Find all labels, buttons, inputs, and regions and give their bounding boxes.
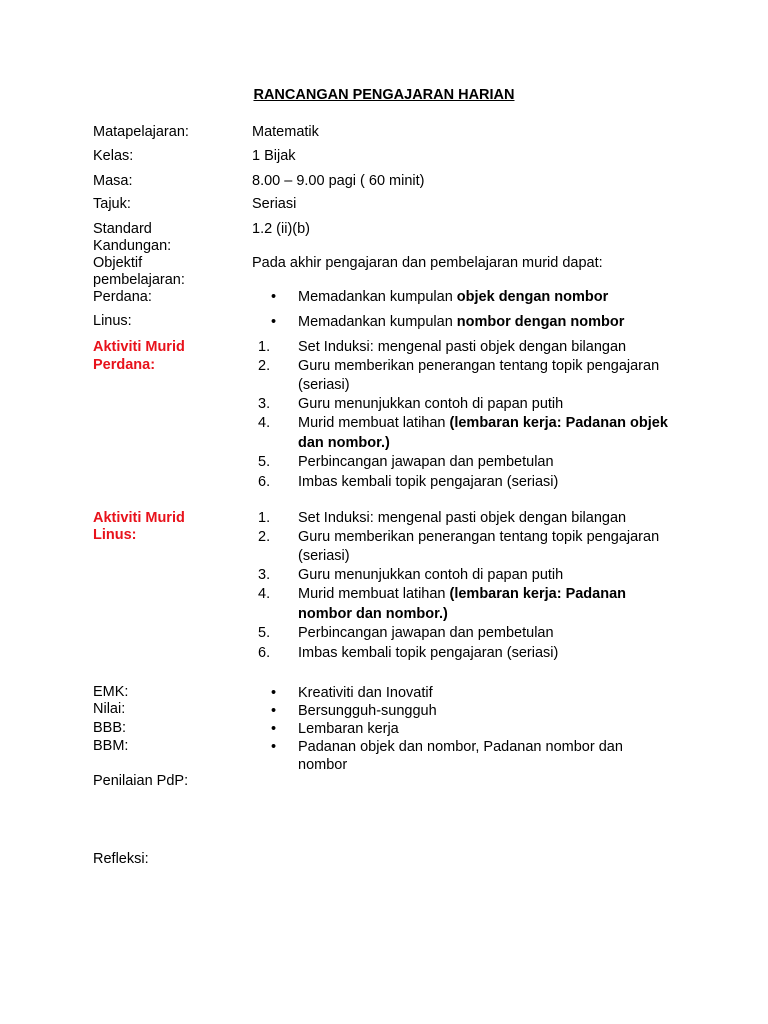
label-objektif-1: Objektif (93, 255, 143, 271)
list-item-continued: (seriasi) (298, 548, 350, 564)
list-item: Imbas kembali topik pengajaran (seriasi) (298, 474, 559, 490)
list-item: Set Induksi: mengenal pasti objek dengan bilangan (298, 339, 627, 355)
label-refleksi: Refleksi: (93, 851, 149, 867)
value-standard: 1.2 (ii)(b) (252, 221, 311, 237)
list-item: Set Induksi: mengenal pasti objek dengan bilangan (298, 510, 627, 526)
label-masa: Masa: (93, 173, 133, 189)
list-item: Perbincangan jawapan dan pembetulan (298, 625, 554, 641)
list-item: Guru menunjukkan contoh di papan putih (298, 567, 564, 583)
list-item-number: 4. (258, 586, 271, 602)
list-item-number: 3. (258, 396, 271, 412)
label-aktiviti-perdana-1: Aktiviti Murid (93, 339, 185, 355)
label-kelas: Kelas: (93, 148, 134, 164)
list-item-number: 6. (258, 474, 271, 490)
bullet-icon: • (271, 721, 277, 737)
list-item-number: 1. (258, 339, 271, 355)
list-item-continued: nombor dan nombor.) (298, 606, 448, 622)
list-item-number: 4. (258, 415, 271, 431)
label-penilaian: Penilaian PdP: (93, 773, 189, 789)
bullet-icon: • (271, 314, 277, 330)
label-matapelajaran: Matapelajaran: (93, 124, 189, 140)
label-standard-2: Kandungan: (93, 238, 172, 254)
list-item-continued: dan nombor.) (298, 435, 390, 451)
list-item-number: 3. (258, 567, 271, 583)
label-linus: Linus: (93, 313, 132, 329)
value-masa: 8.00 – 9.00 pagi ( 60 minit) (252, 173, 425, 189)
value-tajuk: Seriasi (252, 196, 297, 212)
list-item: Murid membuat latihan (lembaran kerja: Padanan objek (298, 415, 668, 431)
value-kelas: 1 Bijak (252, 148, 296, 164)
bullet-icon: • (271, 685, 277, 701)
label-nilai: Nilai: (93, 701, 126, 717)
value-bbb: Lembaran kerja (298, 721, 399, 737)
list-item-number: 2. (258, 529, 271, 545)
list-item-continued: (seriasi) (298, 377, 350, 393)
label-objektif-2: pembelajaran: (93, 272, 185, 288)
bullet-icon: • (271, 703, 277, 719)
value-bbm: Padanan objek dan nombor, Padanan nombor dan (298, 739, 623, 755)
label-bbb: BBB: (93, 720, 127, 736)
list-item-number: 6. (258, 645, 271, 661)
label-emk: EMK: (93, 684, 129, 700)
value-emk: Kreativiti dan Inovatif (298, 685, 433, 701)
bullet-icon: • (271, 289, 277, 305)
label-aktiviti-linus-1: Aktiviti Murid (93, 510, 185, 526)
value-nilai: Bersungguh-sungguh (298, 703, 437, 719)
list-item: Perbincangan jawapan dan pembetulan (298, 454, 554, 470)
list-item: Guru memberikan penerangan tentang topik pengajaran (298, 358, 660, 374)
label-tajuk: Tajuk: (93, 196, 131, 212)
list-item-number: 1. (258, 510, 271, 526)
list-item-number: 5. (258, 625, 271, 641)
list-item: Guru menunjukkan contoh di papan putih (298, 396, 564, 412)
label-aktiviti-perdana-2: Perdana: (93, 357, 156, 373)
value-objektif: Pada akhir pengajaran dan pembelajaran murid dapat: (252, 255, 603, 271)
bullet-icon: • (271, 739, 277, 755)
list-item: Murid membuat latihan (lembaran kerja: Padanan (298, 586, 627, 602)
list-item-number: 2. (258, 358, 271, 374)
list-item: Guru memberikan penerangan tentang topik pengajaran (298, 529, 660, 545)
objective-perdana: Memadankan kumpulan objek dengan nombor (298, 289, 609, 305)
list-item-number: 5. (258, 454, 271, 470)
label-aktiviti-linus-2: Linus: (93, 527, 137, 543)
document-title: RANCANGAN PENGAJARAN HARIAN (253, 87, 515, 103)
list-item: Imbas kembali topik pengajaran (seriasi) (298, 645, 559, 661)
value-matapelajaran: Matematik (252, 124, 319, 140)
value-bbm-continued: nombor (298, 757, 348, 773)
label-perdana: Perdana: (93, 289, 152, 305)
label-bbm: BBM: (93, 738, 129, 754)
objective-linus: Memadankan kumpulan nombor dengan nombor (298, 314, 625, 330)
label-standard-1: Standard (93, 221, 152, 237)
